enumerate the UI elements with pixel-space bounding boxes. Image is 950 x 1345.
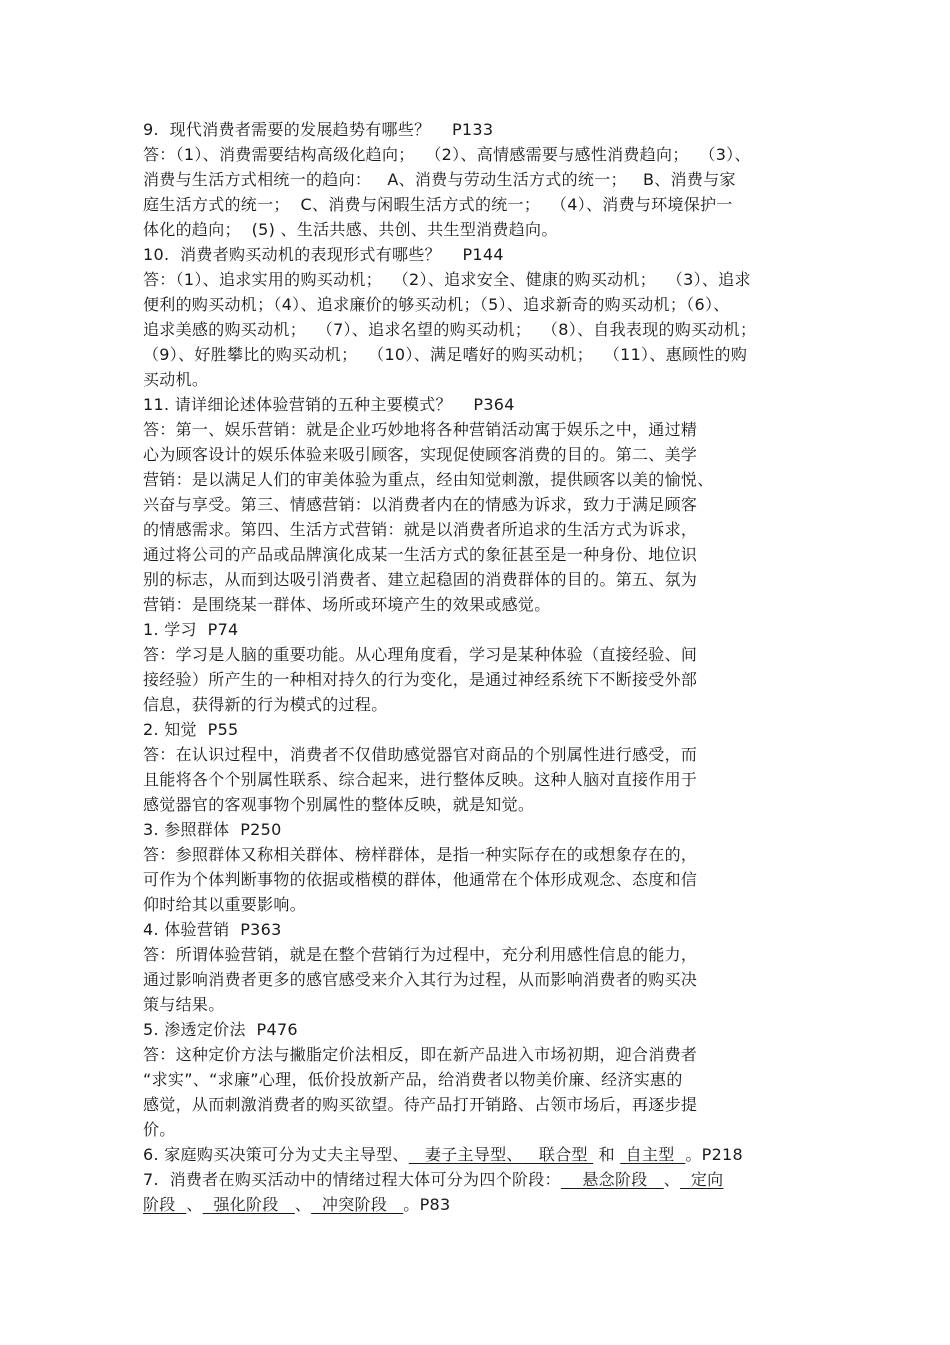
text-line: 5. 渗透定价法 P476	[143, 1020, 298, 1039]
text-line: 买动机。	[143, 370, 209, 389]
page-ref: 。P83	[403, 1195, 451, 1214]
separator: 、	[294, 1195, 312, 1214]
text-line: 便利的购买动机；（4）、追求廉价的够买动机；（5）、追求新奇的购买动机；（6）、	[143, 295, 730, 314]
text-line: 4. 体验营销 P363	[143, 920, 282, 939]
text-line: 答：（1）、追求实用的购买动机； （2）、追求安全、健康的购买动机； （3）、追求	[143, 270, 751, 289]
text-line: 价。	[143, 1120, 176, 1139]
separator: 、	[186, 1195, 203, 1214]
text-line: 别的标志，从而到达吸引消费者、建立起稳固的消费群体的目的。第五、氛为	[143, 570, 698, 589]
text-line: 10. 消费者购买动机的表现形式有哪些？ P144	[143, 245, 504, 264]
text-line: 答：在认识过程中，消费者不仅借助感觉器官对商品的个别属性进行感受，而	[143, 745, 698, 764]
text-line: 庭生活方式的统一； C、消费与闲暇生活方式的统一； （4）、消费与环境保护一	[143, 195, 733, 214]
answer-blank: 妻子主导型、	[408, 1145, 523, 1164]
text-line: 通过影响消费者更多的感官感受来介入其行为过程，从而影响消费者的购买决	[143, 970, 698, 989]
text-line: 11. 请详细论述体验营销的五种主要模式？ P364	[143, 395, 515, 414]
text-line: （9）、好胜攀比的购买动机； （10）、满足嗜好的购买动机； （11）、惠顾性的购	[143, 345, 748, 364]
answer-blank: 阶段	[143, 1195, 187, 1214]
answer-blank: 冲突阶段	[311, 1195, 404, 1214]
text-line: 策与结果。	[143, 995, 225, 1014]
text-line: 3. 参照群体 P250	[143, 820, 282, 839]
answer-blank: 强化阶段	[202, 1195, 295, 1214]
text-line: 体化的趋向； (5) 、生活共感、共创、共生型消费趋向。	[143, 220, 558, 239]
text-line: 营销：是围绕某一群体、场所或环境产生的效果或感觉。	[143, 595, 551, 614]
text-line: 仰时给其以重要影响。	[143, 895, 307, 914]
text-line: “求实”、“求廉”心理，低价投放新产品，给消费者以物美价廉、经济实惠的	[143, 1070, 683, 1089]
text-line: 感觉，从而刺激消费者的购买欲望。待产品打开销路、占领市场后，再逐步提	[143, 1095, 698, 1114]
question-text: 7. 消费者在购买活动中的情绪过程大体可分为四个阶段：	[143, 1170, 561, 1189]
text-line: 接经验）所产生的一种相对持久的行为变化，是通过神经系统下不断接受外部	[143, 670, 698, 689]
fill-in-line	[143, 1145, 743, 1165]
answer-blank: 悬念阶段	[560, 1170, 664, 1189]
conjunction-text: 和	[593, 1145, 621, 1164]
text-line: 答：所谓体验营销，就是在整个营销行为过程中，充分利用感性信息的能力，	[143, 945, 698, 964]
question-text: 6. 家庭购买决策可分为丈夫主导型、	[143, 1145, 409, 1164]
text-line: 消费与生活方式相统一的趋向： A、消费与劳动生活方式的统一； B、消费与家	[143, 170, 736, 189]
text-line: 1. 学习 P74	[143, 620, 239, 639]
answer-blank: 定向	[680, 1170, 724, 1189]
text-line: 追求美感的购买动机； （7）、追求名望的购买动机； （8）、自我表现的购买动机；	[143, 320, 757, 339]
text-line: 感觉器官的客观事物个别属性的整体反映，就是知觉。	[143, 795, 535, 814]
answer-blank: 联合型	[522, 1145, 594, 1164]
separator: 、	[663, 1170, 681, 1189]
text-line: 答：第一、娱乐营销：就是企业巧妙地将各种营销活动寓于娱乐之中，通过精	[143, 420, 698, 439]
answer-blank: 自主型	[620, 1145, 686, 1164]
text-line: 心为顾客设计的娱乐体验来吸引顾客，实现促使顾客消费的目的。第二、美学	[143, 445, 698, 464]
text-line: 2. 知觉 P55	[143, 720, 239, 739]
page-ref: 。P218	[685, 1145, 744, 1164]
text-line: 兴奋与享受。第三、情感营销：以消费者内在的情感为诉求，致力于满足顾客	[143, 495, 698, 514]
text-line: 答：这种定价方法与撇脂定价法相反，即在新产品进入市场初期，迎合消费者	[143, 1045, 698, 1064]
text-line: 答：参照群体又称相关群体、榜样群体，是指一种实际存在的或想象存在的，	[143, 845, 698, 864]
text-line: 通过将公司的产品或品牌演化成某一生活方式的象征甚至是一种身份、地位识	[143, 545, 698, 564]
text-line: 的情感需求。第四、生活方式营销：就是以消费者所追求的生活方式为诉求，	[143, 520, 698, 539]
text-line: 且能将各个个别属性联系、综合起来，进行整体反映。这种人脑对直接作用于	[143, 770, 698, 789]
text-line: 信息，获得新的行为模式的过程。	[143, 695, 388, 714]
text-line: 9. 现代消费者需要的发展趋势有哪些？ P133	[143, 120, 494, 139]
text-line: 答：（1）、消费需要结构高级化趋向； （2）、高情感需要与感性消费趋向； （3）、	[143, 145, 751, 164]
text-line: 答：学习是人脑的重要功能。从心理角度看，学习是某种体验（直接经验、间	[143, 645, 698, 664]
fill-in-line	[143, 1195, 451, 1215]
fill-in-line	[143, 1170, 723, 1190]
text-line: 可作为个体判断事物的依据或楷模的群体，他通常在个体形成观念、态度和信	[143, 870, 698, 889]
text-line: 营销：是以满足人们的审美体验为重点，经由知觉刺激，提供顾客以美的愉悦、	[143, 470, 714, 489]
